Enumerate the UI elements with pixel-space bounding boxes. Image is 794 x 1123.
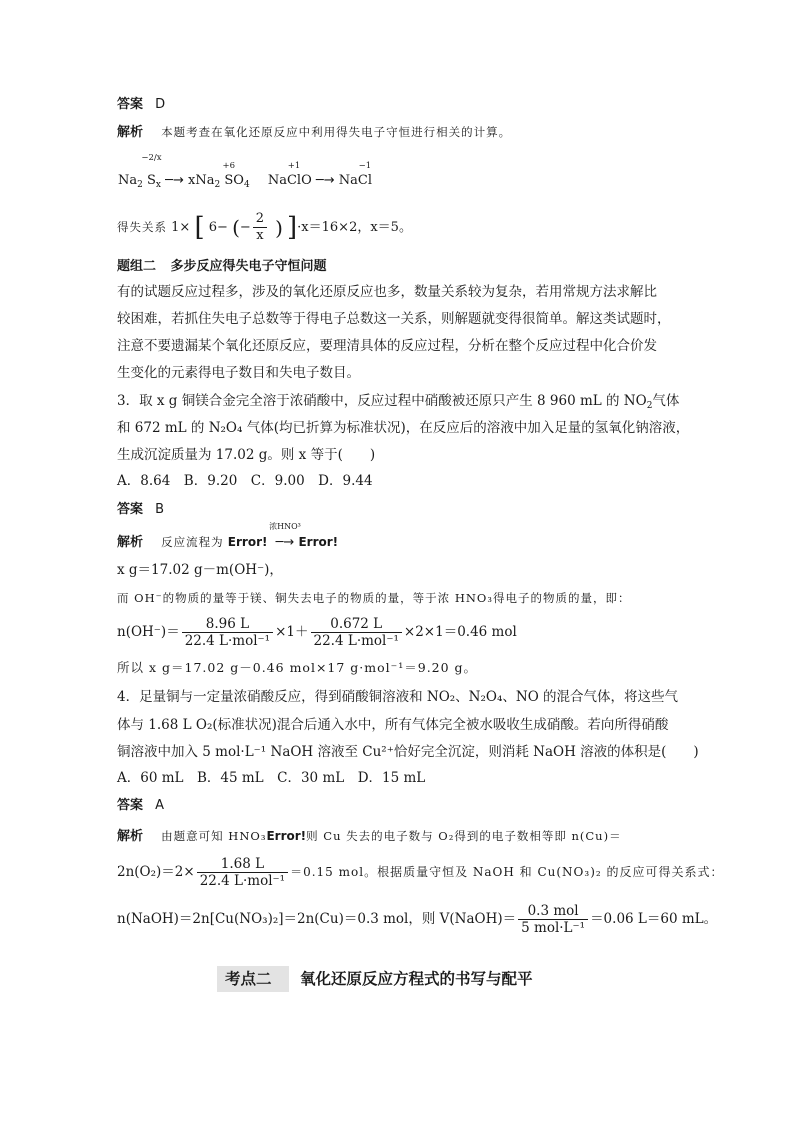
q3-options: A．8.64 B．9.20 C．9.00 D．9.44	[117, 473, 373, 489]
analysis-4-line-1	[117, 827, 622, 846]
analysis-1	[117, 123, 511, 142]
answer-1	[117, 96, 165, 114]
q3-line-3: 生成沉淀质量为 17.02 g。则 x 等于( )	[117, 447, 376, 463]
eq-cl2-with-ox	[357, 161, 372, 190]
group-label: 题组二	[117, 259, 157, 274]
bracket-open: [	[194, 212, 205, 243]
frac-num: 8.96 L	[182, 616, 273, 633]
error-text: Error!	[266, 829, 307, 843]
analysis-3-line-2: x g＝17.02 g－m(OH⁻)，	[117, 562, 283, 578]
q3-line-2: 和 672 mL 的 N₂O₄ 气体(均已折算为标准状况)，在反应后的溶液中加入足量的氢氧化钠溶液，	[117, 420, 690, 436]
intro-line-2: 较困难，若抓住失电子总数等于得电子总数这一关系，则解题就变得很简单。解这类试题时，	[117, 311, 671, 327]
section-title: 氧化还原反应方程式的书写与配平	[300, 970, 533, 988]
answer-label: 答案	[117, 798, 144, 813]
bracket-close: ]	[287, 212, 298, 243]
frac-num: 1.68 L	[197, 856, 288, 873]
analysis-lead: 反应流程为	[161, 535, 224, 549]
analysis-label: 解析	[117, 535, 144, 550]
equation-oxidation-states	[118, 153, 372, 194]
analysis-label: 解析	[117, 125, 144, 140]
fraction-o2	[197, 856, 288, 889]
relation-expr-d: ·x＝16×2，x＝5。	[297, 220, 412, 235]
eq-na2: Na	[118, 173, 138, 188]
q4-line-3: 铜溶液中加入 5 mol·L⁻¹ NaOH 溶液至 Cu²⁺恰好完全沉淀，则消耗 NaOH 溶液的体积是( )	[117, 744, 699, 760]
frac-den: 22.4 L·mol⁻¹	[184, 633, 271, 649]
answer-label: 答案	[117, 97, 144, 112]
answer-value: D	[155, 97, 166, 112]
fraction-1	[182, 616, 273, 649]
eq-cl2: Cl	[357, 173, 372, 188]
eq-s6-with-ox	[222, 161, 236, 190]
eq-result: ＝0.06 L＝60 mL。	[590, 911, 718, 927]
eq-s6: S	[224, 173, 234, 188]
eq-cl1: Cl	[286, 173, 302, 188]
eq-mid: ×1＋	[275, 624, 309, 640]
eq-o: O	[301, 173, 312, 188]
fraction-2-over-x	[253, 211, 267, 244]
frac-num: 0.672 L	[311, 616, 402, 633]
eq-arrow: ─→	[165, 173, 184, 188]
analysis-4-text-a: 由题意可知 HNO₃	[161, 829, 267, 843]
analysis-4-line-3	[117, 899, 717, 939]
intro-line-4: 生变化的元素得电子数目和失电子数目。	[117, 365, 360, 381]
eq-s-ox: −2/x	[141, 153, 162, 163]
q3-line-1: 3．取 x g 铜镁合金完全溶于浓硝酸中，反应过程中硝酸被还原只产生 8 960 mL 的 $NO_2$气体	[117, 393, 680, 411]
flow-arrow	[269, 522, 301, 552]
analysis-3-line-3: 而 OH⁻的物质的量等于镁、铜失去电子的物质的量，等于浓 HNO₃得电子的物质的量，即：	[117, 591, 631, 605]
eq-lhs: 2n(O₂)＝2×	[117, 864, 195, 880]
q3-line-1a: 3．取 x g 铜镁合金完全溶于浓硝酸中，反应过程中硝酸被还原只产生 8 960 mL 的 NO	[117, 393, 647, 409]
frac-num: 2	[253, 211, 267, 228]
eq-arrow-2: ─→	[315, 173, 335, 188]
frac-den: 22.4 L·mol⁻¹	[313, 633, 399, 649]
analysis-label: 解析	[117, 829, 144, 844]
section-tag: 考点二	[225, 970, 272, 988]
answer-value: B	[155, 502, 165, 517]
relation-lead: 得失关系	[117, 220, 167, 234]
error-text-1: Error!	[227, 535, 268, 549]
analysis-4-text-2: ＝0.15 mol。根据质量守恒及 NaOH 和 Cu(NO₃)₂ 的反应可得关系式：	[290, 865, 724, 879]
frac-den: 5 mol·L⁻¹	[521, 920, 586, 936]
relation-expr-b: 6−	[208, 220, 228, 235]
eq-sub: 2	[137, 180, 143, 190]
q4-line-1: 4．足量铜与一定量浓硝酸反应，得到硝酸铜溶液和 NO₂、N₂O₄、NO 的混合气体，将这些气	[117, 689, 679, 705]
eq-cl1-ox: +1	[287, 161, 301, 171]
frac-den: 22.4 L·mol⁻¹	[199, 873, 286, 889]
fraction-volume	[518, 903, 588, 936]
answer-3	[117, 501, 164, 519]
analysis-4-line-2	[117, 852, 724, 892]
eq-cl2-ox: −1	[358, 161, 372, 171]
eq-na: Na	[338, 173, 358, 188]
eq-s6-ox: +6	[222, 161, 236, 171]
paren-close: )	[275, 215, 283, 240]
eq-s: S	[147, 173, 156, 188]
flow-arrow-glyph: ─→	[275, 535, 295, 550]
intro-line-3: 注意不要遗漏某个氧化还原反应，要理清具体的反应过程，分析在整个反应过程中化合价发	[117, 338, 657, 354]
analysis-3-line-1	[117, 522, 339, 552]
eq-coef-sub: 2	[214, 180, 221, 190]
relation-1	[117, 210, 412, 244]
group-title: 多步反应得失电子守恒问题	[170, 259, 327, 274]
eq-o4-sub: 4	[243, 180, 250, 190]
paren-open: (	[232, 215, 240, 240]
answer-4	[117, 797, 164, 815]
intro-line-1: 有的试题反应过程多，涉及的氧化还原反应也多，数量关系较为复杂，若用常规方法求解比	[117, 284, 657, 300]
q4-options: A．60 mL B．45 mL C．30 mL D．15 mL	[117, 770, 426, 786]
answer-label: 答案	[117, 502, 144, 517]
analysis-text: 本题考查在氧化还原反应中利用得失电子守恒进行相关的计算。	[161, 125, 512, 139]
eq-s-with-ox	[141, 153, 162, 190]
analysis-4-text-c: 则 Cu 失去的电子数与 O₂得到的电子数相等即 n(Cu)＝	[306, 829, 622, 843]
frac-den: x	[256, 228, 264, 243]
group-2-heading	[117, 258, 327, 276]
q4-line-2: 体与 1.68 L O₂(标准状况)混合后通入水中，所有气体完全被水吸收生成硝酸。若向所得硝酸	[117, 717, 669, 733]
eq-o4: O	[233, 173, 244, 188]
eq-s-sub: x	[155, 180, 161, 190]
analysis-3-equation	[117, 612, 517, 652]
relation-expr-a: 1×	[171, 220, 191, 235]
eq-cl1-with-ox	[286, 161, 302, 190]
eq-naoh: n(NaOH)＝2n[Cu(NO₃)₂]＝2n(Cu)＝0.3 mol，则 V(NaOH)＝	[117, 911, 517, 927]
answer-value: A	[155, 798, 165, 813]
eq-naclo-na: Na	[267, 173, 287, 188]
q3-line-1b: 气体	[652, 393, 680, 409]
error-text-2: Error!	[298, 535, 339, 549]
flow-condition: 浓HNO³	[269, 522, 301, 531]
relation-expr-c: −	[239, 220, 251, 235]
fraction-2	[311, 616, 402, 649]
analysis-3-line-5: 所以 x g＝17.02 g－0.46 mol×17 g·mol⁻¹＝9.20 g。	[117, 660, 478, 675]
eq-coef: xNa	[188, 173, 215, 188]
eq-lhs: n(OH⁻)＝	[117, 624, 180, 640]
eq-tail: ×2×1＝0.46 mol	[403, 624, 517, 640]
frac-num: 0.3 mol	[518, 903, 588, 920]
